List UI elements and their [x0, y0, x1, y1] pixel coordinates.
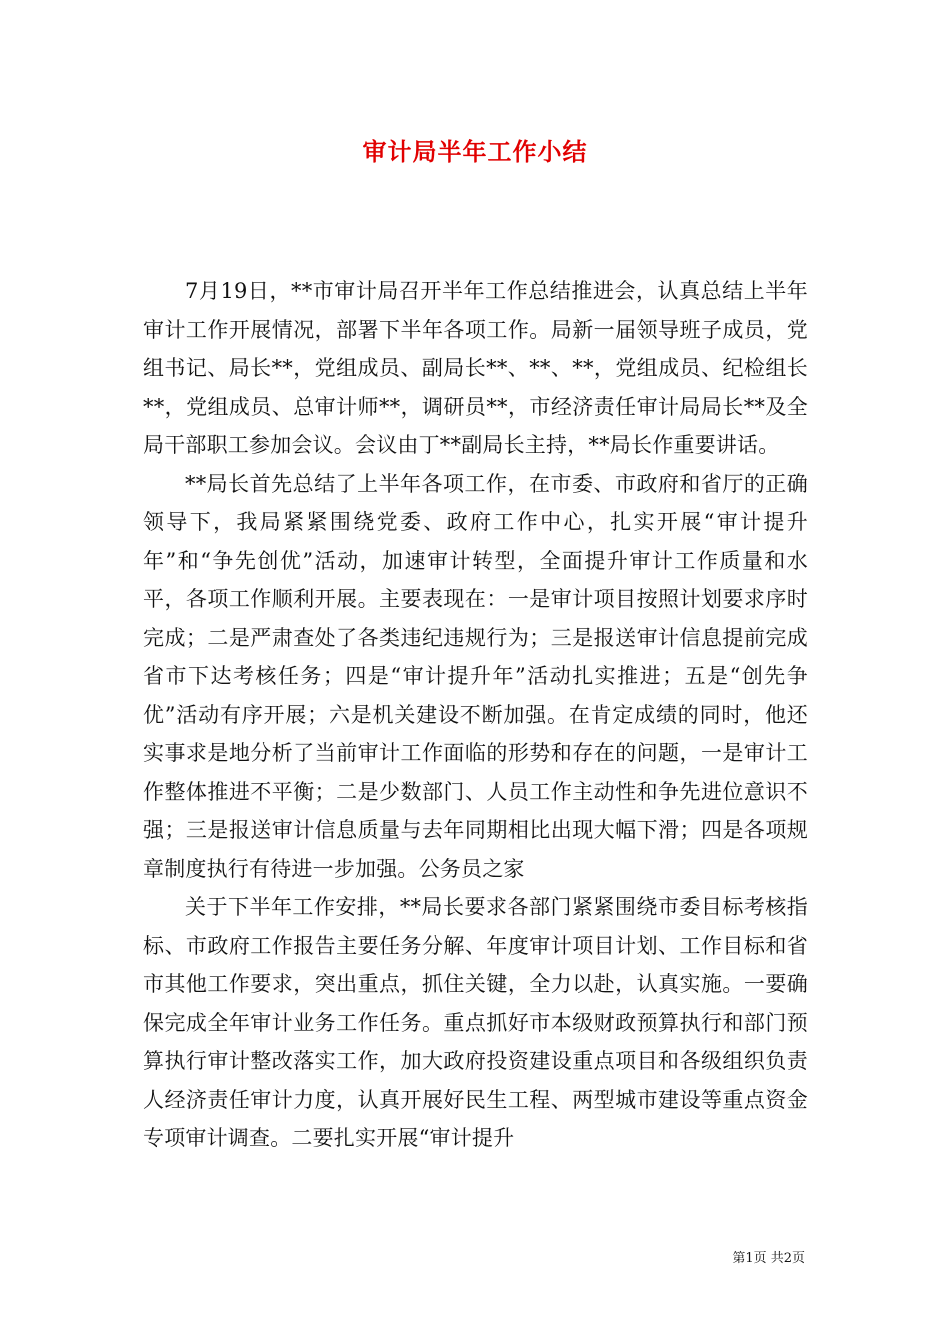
page-number: 第1页 共2页: [732, 1251, 805, 1266]
document-body: [143, 272, 808, 1158]
paragraph-2: **局长首先总结了上半年各项工作，在市委、市政府和省厅的正确领导下，我局紧紧围绕党委、政府工作中心，扎实开展“审计提升年”和“争先创优”活动，加速审计转型，全面提升审计工作质量和水平，各项工作顺利开展。主要表现在：一是审计项目按照计划要求序时完成；二是严肃查处了各类违纪违规行为；三是报送审计信息提前完成省市下达考核任务；四是“审计提升年”活动扎实推进；五是“创先争优”活动有序开展；六是机关建设不断加强。在肯定成绩的同时，他还实事求是地分析了当前审计工作面临的形势和存在的问题，一是审计工作整体推进不平衡；二是少数部门、人员工作主动性和争先进位意识不强；三是报送审计信息质量与去年同期相比出现大幅下滑；四是各项规章制度执行有待进一步加强。公务员之家: [143, 471, 808, 881]
paragraph-3: 关于下半年工作安排，**局长要求各部门紧紧围绕市委目标考核指标、市政府工作报告主要任务分解、年度审计项目计划、工作目标和省市其他工作要求，突出重点，抓住关键，全力以赴，认真实施。一要确保完成全年审计业务工作任务。重点抓好市本级财政预算执行和部门预算执行审计整改落实工作，加大政府投资建设重点项目和各级组织负责人经济责任审计力度，认真开展好民生工程、两型城市建设等重点资金专项审计调查。二要扎实开展“审计提升: [143, 895, 808, 1150]
paragraph-1: 7月19日，**市审计局召开半年工作总结推进会，认真总结上半年审计工作开展情况，部署下半年各项工作。局新一届领导班子成员，党组书记、局长**，党组成员、副局长**、**、**，党组成员、纪检组长**，党组成员、总审计师**，调研员**，市经济责任审计局局长**及全局干部职工参加会议。会议由丁**副局长主持，**局长作重要讲话。: [143, 279, 808, 457]
document-title: 审计局半年工作小结: [362, 138, 588, 166]
